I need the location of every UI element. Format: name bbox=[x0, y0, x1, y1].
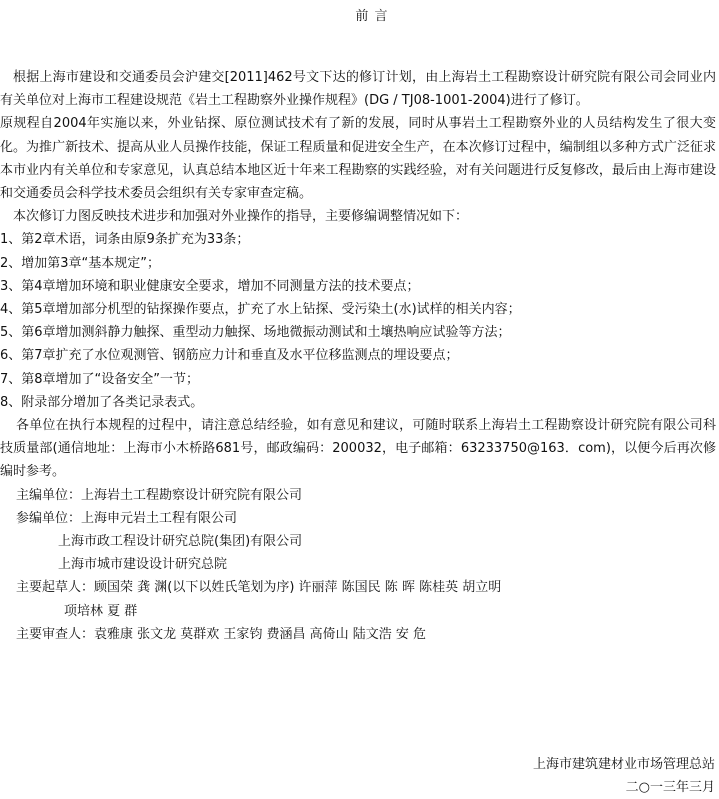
list-item: 6、第7章扩充了水位观测管、钢筋应力计和垂直及水平位移监测点的埋设要点； bbox=[0, 348, 459, 364]
contact-paragraph: 各单位在执行本规程的过程中，请注意总结经验，如有意见和建议，可随时联系上海岩土工程勘察设计研究院有限公司科技质量部(通信地址：上海市小木桥路681号，邮政编码：200032，电子邮箱：63233750@163．com)，以便今后再次修编时参考。 bbox=[0, 418, 716, 480]
list-item: 7、第8章增加了“设备安全”一节； bbox=[0, 371, 200, 387]
list-item: 4、第5章增加部分机型的钻探操作要点，扩充了水上钻探、受污染土(水)试样的相关内容； bbox=[0, 302, 521, 318]
participating-unit: 参编单位：上海申元岩土工程有限公司 bbox=[16, 510, 238, 526]
list-item: 5、第6章增加测斜静力触探、重型动力触探、场地微振动测试和土壤热响应试验等方法； bbox=[0, 325, 511, 341]
signoff-block bbox=[533, 753, 715, 799]
drafters-line-continued: 项培林 夏 群 bbox=[64, 603, 138, 619]
intro-paragraph-2: 原规程自2004年实施以来，外业钻探、原位测试技术有了新的发展，同时从事岩土工程勘察外业的人员结构发生了很大变化。为推广新技术、提高从业人员操作技能，保证工程质量和促进安全生产，在本次修订过程中，编制组以多种方式广泛征求本市业内有关单位和专家意见，认真总结本地区近十年来工程勘察的实践经验，对有关问题进行反复修改，最后由上海市建设和交通委员会科学技术委员会组织有关专家审查定稿。 bbox=[0, 116, 716, 202]
drafters-line: 主要起草人：顾国荣 龚 渊(以下以姓氏笔划为序) 许丽萍 陈国民 陈 晖 陈桂英 胡立明 bbox=[16, 580, 502, 596]
document-body bbox=[0, 66, 716, 646]
signoff-organization: 上海市建筑建材业市场管理总站 bbox=[532, 757, 715, 772]
reviewers-line: 主要审查人：袁雅康 张文龙 莫群欢 王家钧 费涵昌 高倚山 陆文浩 安 危 bbox=[16, 626, 427, 642]
list-item: 3、第4章增加环境和职业健康安全要求，增加不同测量方法的技术要点； bbox=[0, 278, 420, 294]
intro-paragraph-3: 本次修订力图反映技术进步和加强对外业操作的指导，主要修编调整情况如下： bbox=[13, 209, 469, 225]
list-item: 1、第2章术语，词条由原9条扩充为33条； bbox=[0, 232, 250, 248]
document-title: 前 言 bbox=[355, 9, 389, 24]
changes-list bbox=[0, 228, 716, 414]
participating-unit: 上海市政工程设计研究总院(集团)有限公司 bbox=[58, 534, 303, 550]
participating-unit: 上海市城市建设设计研究总院 bbox=[58, 557, 228, 573]
list-item: 8、附录部分增加了各类记录表式。 bbox=[0, 394, 204, 410]
editor-unit: 主编单位：上海岩土工程勘察设计研究院有限公司 bbox=[16, 487, 303, 503]
credits-block bbox=[0, 484, 716, 646]
signoff-date: 二○一三年三月 bbox=[625, 780, 715, 795]
intro-paragraph-1: 根据上海市建设和交通委员会沪建交[2011]462号文下达的修订计划，由上海岩土工程勘察设计研究院有限公司会同业内有关单位对上海市工程建设规范《岩土工程勘察外业操作规程》(DG / TJ08-1001-2004)进行了修订。 bbox=[0, 70, 716, 109]
list-item: 2、增加第3章“基本规定”； bbox=[0, 255, 161, 271]
